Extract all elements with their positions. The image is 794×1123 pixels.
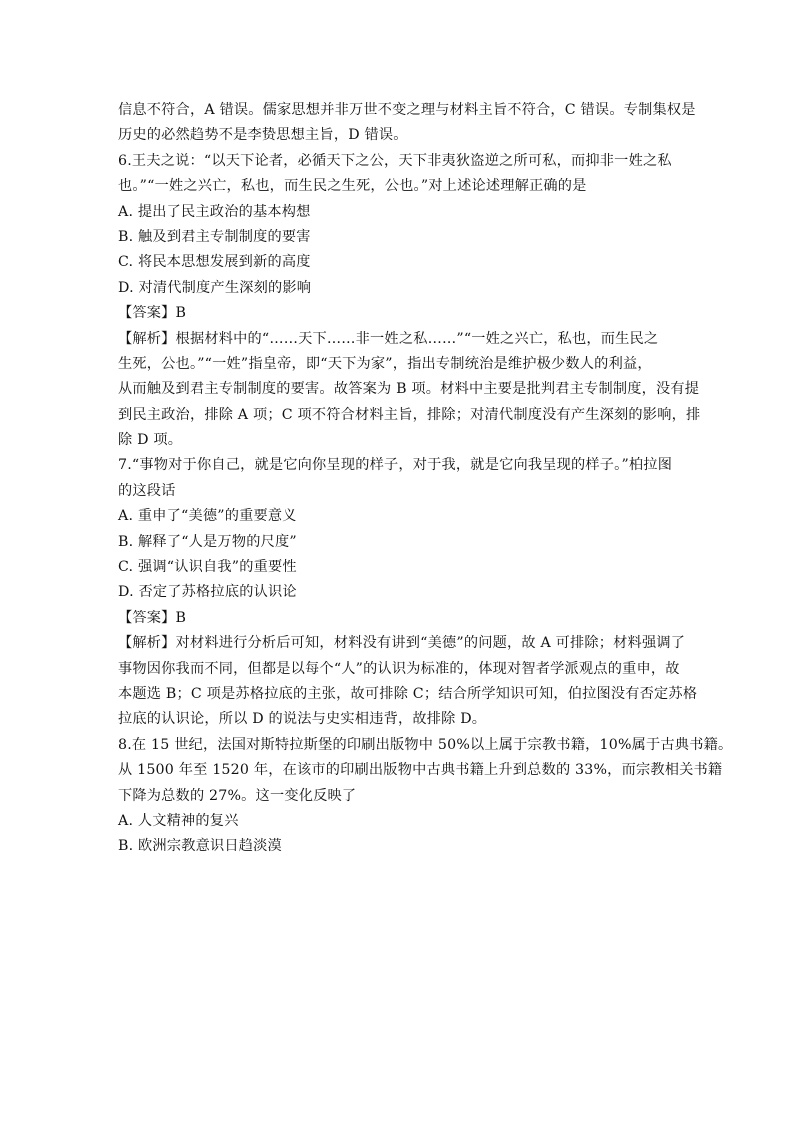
question-7-option-b: B. 解释了“人是万物的尺度” bbox=[118, 533, 297, 550]
question-6-stem: 6.王夫之说：“以天下论者，必循天下之公，天下非夷狄盗逆之所可私，而抑非一姓之私 bbox=[118, 152, 672, 169]
question-7-option-d: D. 否定了苏格拉底的认识论 bbox=[118, 584, 297, 601]
question-6-analysis: 【解析】根据材料中的“……天下……非一姓之私……”“一姓之兴亡，私也，而生民之 bbox=[118, 330, 659, 347]
question-8-stem: 从 1500 年至 1520 年，在该市的印刷出版物中古典书籍上升到总数的 33%，而宗教相关书籍 bbox=[118, 762, 723, 779]
question-6-analysis: 除 D 项。 bbox=[118, 432, 183, 449]
question-6-analysis: 生死，公也。”“一姓”指皇帝，即“天下为家”，指出专制统治是维护极少数人的利益， bbox=[118, 355, 652, 372]
question-7-option-a: A. 重申了“美德”的重要意义 bbox=[118, 508, 297, 525]
question-7-analysis: 拉底的认识论，所以 D 的说法与史实相违背，故排除 D。 bbox=[118, 711, 487, 728]
question-7-stem: 7.“事物对于你自己，就是它向你呈现的样子，对于我，就是它向我呈现的样子。”柏拉图 bbox=[118, 457, 673, 474]
question-8-option-a: A. 人文精神的复兴 bbox=[118, 812, 239, 829]
question-6-option-c: C. 将民本思想发展到新的高度 bbox=[118, 254, 311, 271]
question-7-analysis: 【解析】对材料进行分析后可知，材料没有讲到“美德”的问题，故 A 可排除；材料强调了 bbox=[118, 635, 686, 652]
question-6-answer: 【答案】B bbox=[118, 305, 187, 322]
question-6-analysis: 到民主政治，排除 A 项；C 项不符合材料主旨，排除；对清代制度没有产生深刻的影响，排 bbox=[118, 406, 701, 423]
question-6-stem: 也。”“一姓之兴亡，私也，而生民之生死，公也。”对上述论述理解正确的是 bbox=[118, 178, 587, 195]
question-7-option-c: C. 强调“认识自我”的重要性 bbox=[118, 559, 297, 576]
question-8-stem: 下降为总数的 27%。这一变化反映了 bbox=[118, 787, 357, 804]
document-body bbox=[118, 98, 733, 860]
question-6-option-a: A. 提出了民主政治的基本构想 bbox=[118, 203, 311, 220]
question-6-option-b: B. 触及到君主专制制度的要害 bbox=[118, 228, 311, 245]
text-line: 信息不符合，A 错误。儒家思想并非万世不变之理与材料主旨不符合，C 错误。专制集权是 bbox=[118, 102, 696, 118]
question-6-option-d: D. 对清代制度产生深刻的影响 bbox=[118, 279, 312, 296]
question-7-answer: 【答案】B bbox=[118, 609, 187, 626]
question-8-option-b: B. 欧洲宗教意识日趋淡漠 bbox=[118, 838, 282, 855]
question-6-analysis: 从而触及到君主专制制度的要害。故答案为 B 项。材料中主要是批判君主专制制度，没有提 bbox=[118, 381, 700, 398]
question-8-stem: 8.在 15 世纪，法国对斯特拉斯堡的印刷出版物中 50%以上属于宗教书籍，10%属于古典书籍。 bbox=[118, 736, 733, 753]
question-7-stem: 的这段话 bbox=[118, 482, 176, 499]
question-7-analysis: 本题选 B；C 项是苏格拉底的主张，故可排除 C；结合所学知识可知，伯拉图没有否定苏格 bbox=[118, 685, 698, 702]
text-line: 历史的必然趋势不是李贽思想主旨，D 错误。 bbox=[118, 127, 408, 144]
question-7-analysis: 事物因你我而不同，但都是以每个“人”的认识为标准的，体现对智者学派观点的重申，故 bbox=[118, 660, 680, 677]
